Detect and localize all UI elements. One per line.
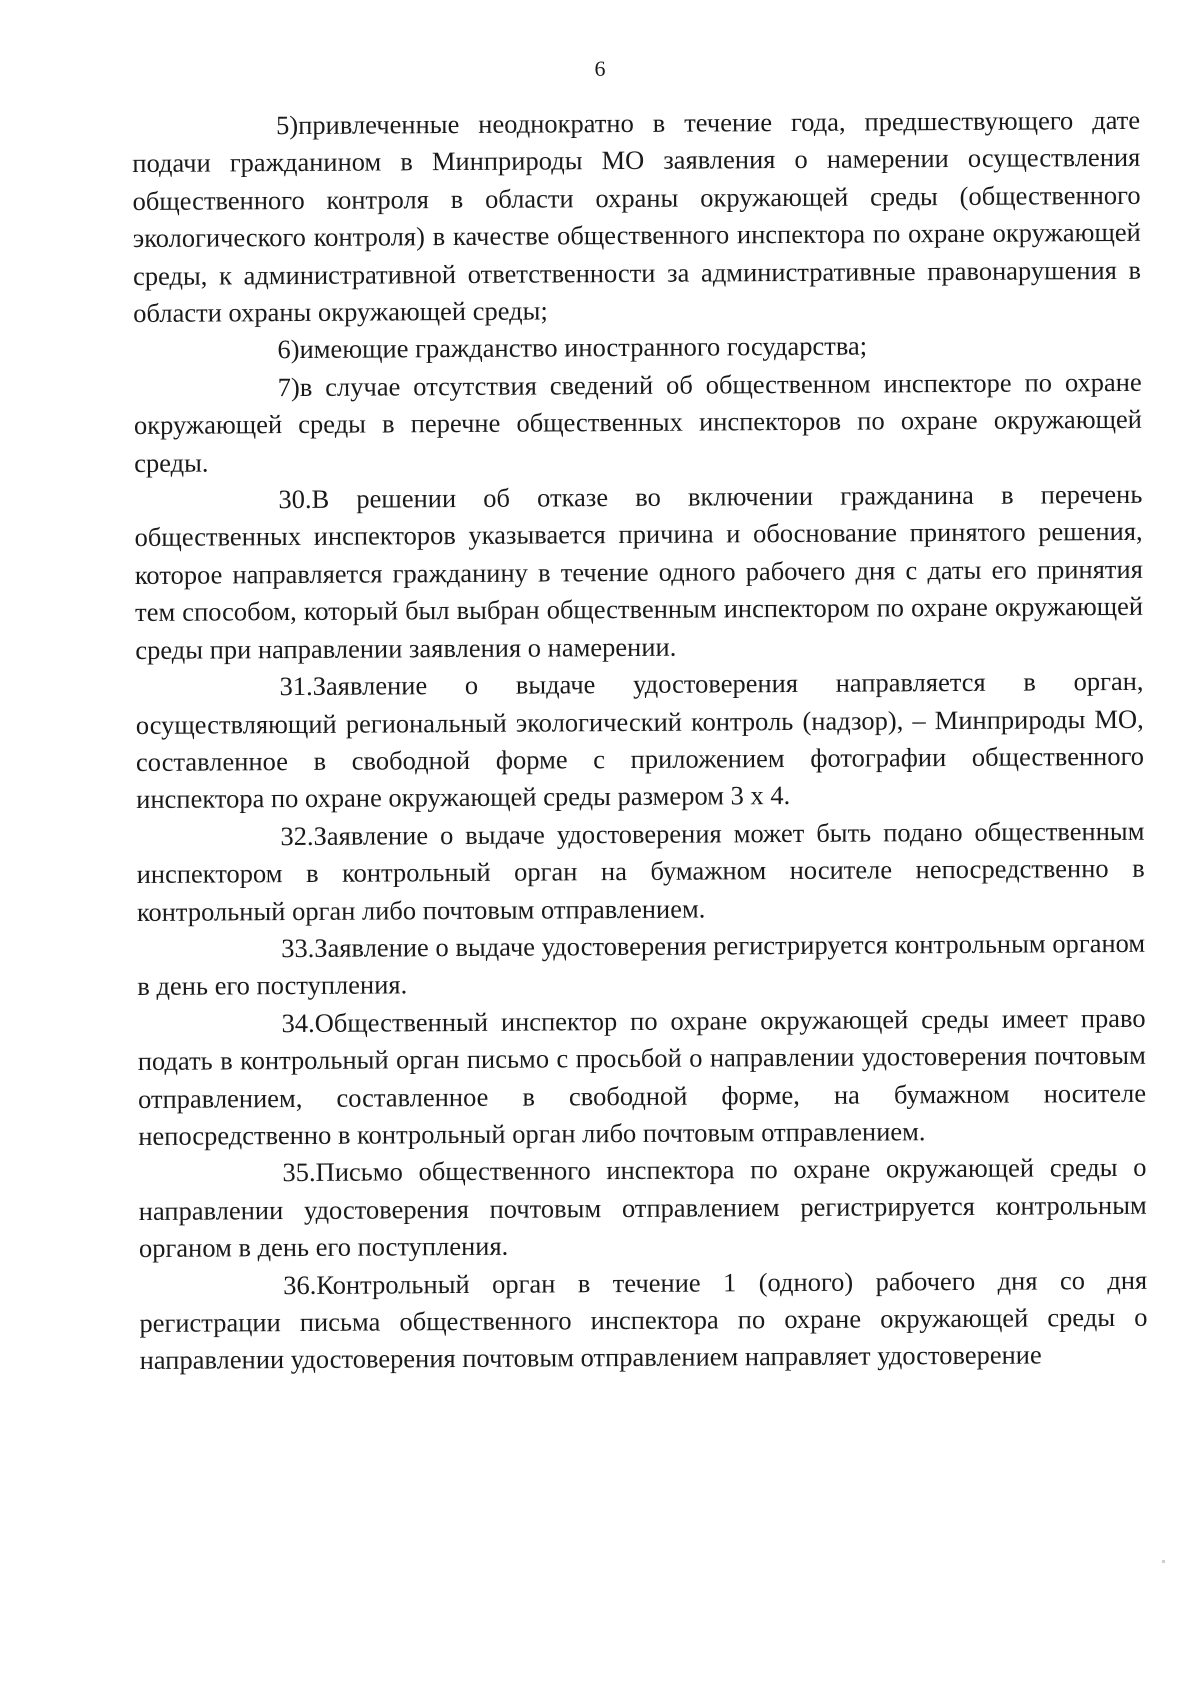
page-number: 6 (594, 56, 606, 81)
item-text: в случае отсутствия сведений об общественном инспекторе по охране окружающей среды в перечне общественных инспекторов по охране окружающей среды. (133, 366, 1143, 478)
item-number: 5) (276, 109, 299, 141)
clause-number: 35. (282, 1157, 316, 1188)
scan-speck (1162, 1560, 1165, 1563)
clause-33 (137, 925, 1145, 1006)
clause-30 (134, 476, 1143, 669)
clause-text: Общественный инспектор по охране окружающей среды имеет право подать в контрольный орган письмо с просьбой о направлении удостоверения почтовым отправлением, составленное в свободной форме, на бумажном носителе непосредственно в контрольный орган либо почтовым отправлением. (137, 1002, 1147, 1151)
item-text: имеющие гражданство иностранного государства; (299, 330, 868, 365)
clause-number: 33. (281, 932, 315, 964)
clause-36 (139, 1261, 1148, 1379)
list-item-6 (133, 326, 1141, 370)
item-number: 7) (277, 371, 300, 402)
clause-number: 31. (279, 671, 313, 702)
clause-text: Заявление о выдаче удостоверения направляется в орган, осуществляющий региональный экологический контроль (надзор), – Минприроды МО, составленное в свободной форме с приложением фотографии общественного инспектора по охране окружающей среды размером 3 х 4. (135, 665, 1145, 815)
clause-number: 36. (283, 1269, 317, 1300)
clause-text: Заявление о выдаче удостоверения регистрируется контрольным органом в день его поступления. (137, 927, 1146, 1002)
list-item-7 (134, 364, 1143, 482)
clause-35 (138, 1149, 1147, 1267)
clause-32 (136, 813, 1145, 931)
item-text: привлеченные неоднократно в течение года, предшествующего дате подачи гражданином в Минприроды МО заявления о намерении осуществления общественного контроля в области охраны окружающей среды (общественного экологического контроля) в качестве общественного инспектора по охране окружающей среды, к административной ответственности за административные правонарушения в области охраны окружающей среды; (132, 104, 1142, 329)
clause-number: 30. (278, 483, 312, 515)
clause-number: 32. (280, 820, 314, 851)
list-item-5 (132, 102, 1141, 333)
document-body (132, 102, 1148, 1380)
item-number: 6) (277, 334, 300, 365)
clause-34 (137, 1000, 1146, 1156)
clause-31 (135, 663, 1144, 819)
clause-number: 34. (281, 1007, 315, 1038)
clause-text: Контрольный орган в течение 1 (одного) рабочего дня со дня регистрации письма общественного инспектора по охране окружающей среды о направлении удостоверения почтовым отправлением направляет удостоверение (139, 1264, 1148, 1376)
clause-text: Письмо общественного инспектора по охране окружающей среды о направлении удостоверения почтовым отправлением регистрируется контрольным органом в день его поступления. (138, 1152, 1147, 1264)
clause-text: Заявление о выдаче удостоверения может быть подано общественным инспектором в контрольный орган на бумажном носителе непосредственно в контрольный орган либо почтовым отправлением. (136, 815, 1145, 927)
clause-text: В решении об отказе во включении гражданина в перечень общественных инспекторов указывается причина и обоснование принятого решения, которое направляется гражданину в течение одного рабочего дня с даты его принятия тем способом, который был выбран общественным инспектором по охране окружающей среды при направлении заявления о намерении. (134, 478, 1144, 665)
